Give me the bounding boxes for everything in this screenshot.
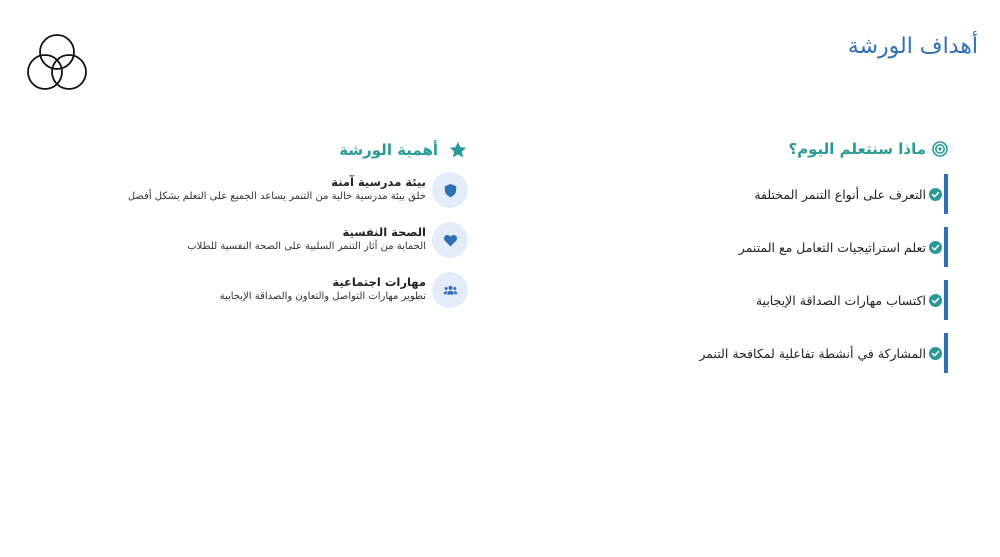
learn-heading-label: ماذا سنتعلم اليوم؟: [788, 140, 926, 158]
importance-item: [68, 172, 468, 208]
learn-item: [678, 280, 948, 320]
heart-icon: [443, 233, 458, 248]
importance-icon-circle: [432, 222, 468, 258]
learn-item: [678, 333, 948, 373]
check-circle-icon: [929, 241, 942, 254]
learn-item-label: تعلم استراتيجيات التعامل مع المتنمر: [738, 239, 926, 255]
target-icon: [932, 141, 948, 157]
importance-item-description: خلق بيئة مدرسية خالية من التنمر يساعد الجميع على التعلم بشكل أفضل: [127, 191, 426, 202]
importance-icon-circle: [432, 172, 468, 208]
importance-icon-circle: [432, 272, 468, 308]
importance-text: [220, 272, 426, 302]
importance-item-title: بيئة مدرسية آمنة: [331, 175, 426, 189]
importance-section: [68, 140, 468, 322]
shield-icon: [443, 183, 458, 198]
importance-text: [128, 172, 426, 202]
learn-item-label: اكتساب مهارات الصداقة الإيجابية: [755, 292, 926, 308]
star-icon: [448, 140, 468, 160]
page-title: أهداف الورشة: [847, 34, 978, 59]
learn-item: [678, 174, 948, 214]
importance-item-description: الحماية من آثار التنمر السلبية على الصحة النفسية للطلاب: [187, 241, 426, 252]
importance-item-title: مهارات اجتماعية: [332, 275, 426, 289]
learn-item-label: المشاركة في أنشطة تفاعلية لمكافحة التنمر: [699, 345, 926, 361]
importance-text: [187, 222, 426, 252]
check-circle-icon: [929, 347, 942, 360]
learn-item-label: التعرف على أنواع التنمر المختلفة: [754, 186, 926, 202]
users-icon: [443, 283, 458, 298]
importance-item: [68, 222, 468, 258]
learn-section: [678, 140, 948, 386]
check-circle-icon: [929, 294, 942, 307]
learn-heading: [678, 140, 948, 158]
learn-item: [678, 227, 948, 267]
importance-item-title: الصحة النفسية: [342, 225, 426, 239]
importance-heading-label: أهمية الورشة: [339, 141, 438, 159]
learn-list: [678, 174, 948, 373]
importance-item-description: تطوير مهارات التواصل والتعاون والصداقة الإيجابية: [219, 291, 426, 302]
check-circle-icon: [929, 188, 942, 201]
importance-item: [68, 272, 468, 308]
three-rings-logo-icon: [24, 30, 90, 94]
importance-heading: [68, 140, 468, 160]
